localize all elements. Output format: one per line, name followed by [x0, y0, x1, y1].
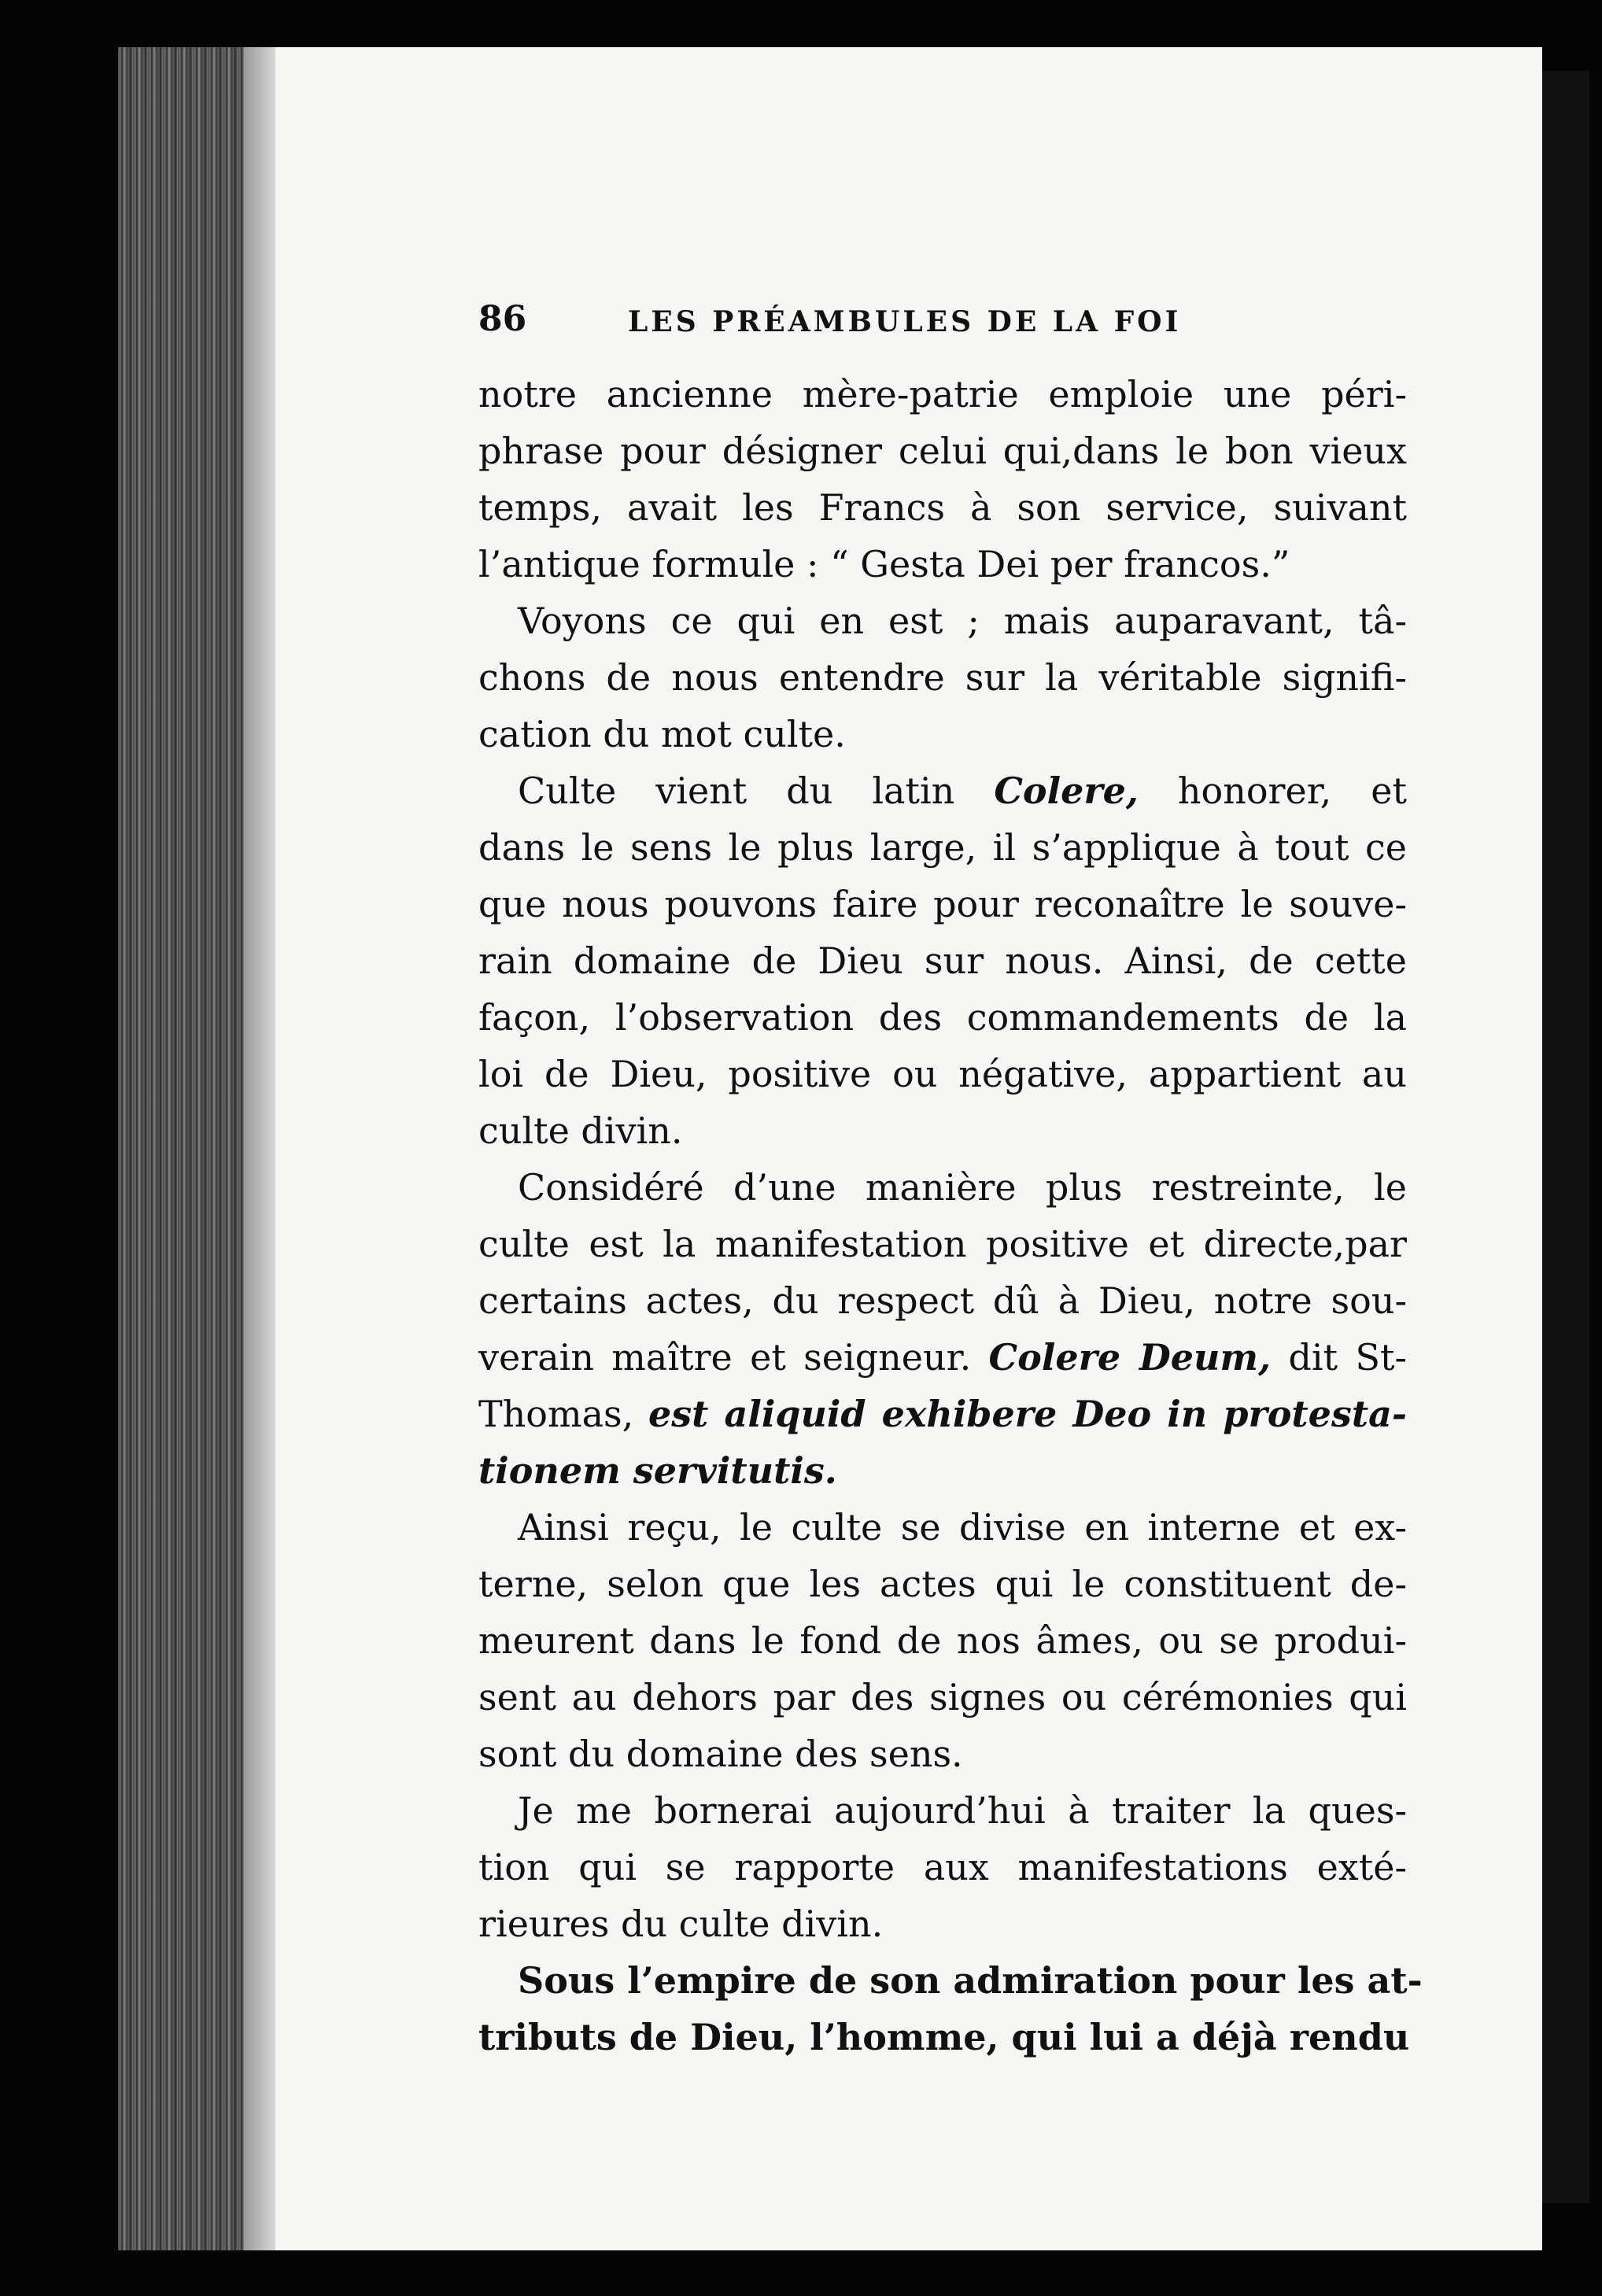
- paragraph-1: [478, 366, 1407, 592]
- text-line: [478, 1329, 1407, 1386]
- text-line: terne, selon que les actes qui le constituent de-: [478, 1563, 1407, 1605]
- text-run: verain maître et seigneur.: [478, 1336, 972, 1379]
- text-line: sent au dehors par des signes ou cérémonies qui: [478, 1676, 1407, 1718]
- latin-quote: Colere Deum,: [988, 1336, 1272, 1379]
- text-run: honorer, et: [1177, 770, 1407, 812]
- text-line: Sous l’empire de son admiration pour les at-: [518, 1959, 1423, 2002]
- text-line: rain domaine de Dieu sur nous. Ainsi, de cette: [478, 939, 1407, 982]
- book-spine-shadow: [1542, 71, 1589, 2203]
- running-title: LES PRÉAMBULES DE LA FOI: [628, 305, 1182, 338]
- paragraph-5: [478, 1499, 1407, 1782]
- text-line: chons de nous entendre sur la véritable signifi-: [478, 656, 1407, 699]
- text-run: dit St-: [1288, 1336, 1408, 1379]
- paragraph-3: [478, 762, 1407, 1159]
- text-line: culte est la manifestation positive et directe,par: [478, 1223, 1407, 1265]
- body-text: [478, 366, 1423, 2065]
- text-line: tion qui se rapporte aux manifestations exté-: [478, 1846, 1407, 1888]
- text-line: sont du domaine des sens.: [478, 1733, 963, 1775]
- latin-quote-line: tionem servitutis.: [478, 1449, 837, 1492]
- text-line: façon, l’observation des commandements de la: [478, 996, 1407, 1039]
- text-run: Culte vient du latin: [518, 770, 955, 812]
- text-line: Considéré d’une manière plus restreinte, le: [518, 1166, 1407, 1209]
- text-line: Ainsi reçu, le culte se divise en interne et ex-: [518, 1506, 1407, 1549]
- text-line: que nous pouvons faire pour reconaître le souve-: [478, 883, 1407, 925]
- text-line: phrase pour désigner celui qui,dans le bon vieux: [478, 430, 1407, 472]
- text-line: [478, 1386, 1407, 1442]
- text-line: l’antique formule : “ Gesta Dei per francos.”: [478, 543, 1290, 585]
- running-head: [478, 299, 1265, 346]
- text-line: dans le sens le plus large, il s’applique à tout ce: [478, 826, 1407, 869]
- latin-quote: est aliquid exhibere Deo in protesta-: [648, 1393, 1407, 1435]
- text-run: Thomas,: [478, 1393, 634, 1435]
- text-line: rieures du culte divin.: [478, 1903, 884, 1945]
- paragraph-4: [478, 1159, 1407, 1499]
- text-line: meurent dans le fond de nos âmes, ou se produi-: [478, 1619, 1407, 1662]
- text-line: Je me bornerai aujourd’hui à traiter la ques-: [518, 1789, 1407, 1832]
- text-line: culte divin.: [478, 1109, 683, 1152]
- text-line: Voyons ce qui en est ; mais auparavant, tâ-: [518, 600, 1407, 642]
- text-line: [478, 762, 1407, 819]
- text-line: tributs de Dieu, l’homme, qui lui a déjà rendu: [478, 2016, 1410, 2058]
- paragraph-2: [478, 592, 1407, 762]
- page-edge-stack: [118, 47, 275, 2250]
- text-line: notre ancienne mère-patrie emploie une péri-: [478, 373, 1407, 415]
- paragraph-6: [478, 1782, 1407, 1952]
- latin-term: Colere,: [994, 770, 1139, 812]
- paragraph-7: [478, 1952, 1423, 2065]
- text-line: loi de Dieu, positive ou négative, appartient au: [478, 1053, 1407, 1095]
- text-line: certains actes, du respect dû à Dieu, notre sou-: [478, 1279, 1407, 1322]
- text-line: cation du mot culte.: [478, 713, 846, 755]
- page-number: 86: [478, 299, 527, 339]
- text-line: temps, avait les Francs à son service, suivant: [478, 486, 1407, 529]
